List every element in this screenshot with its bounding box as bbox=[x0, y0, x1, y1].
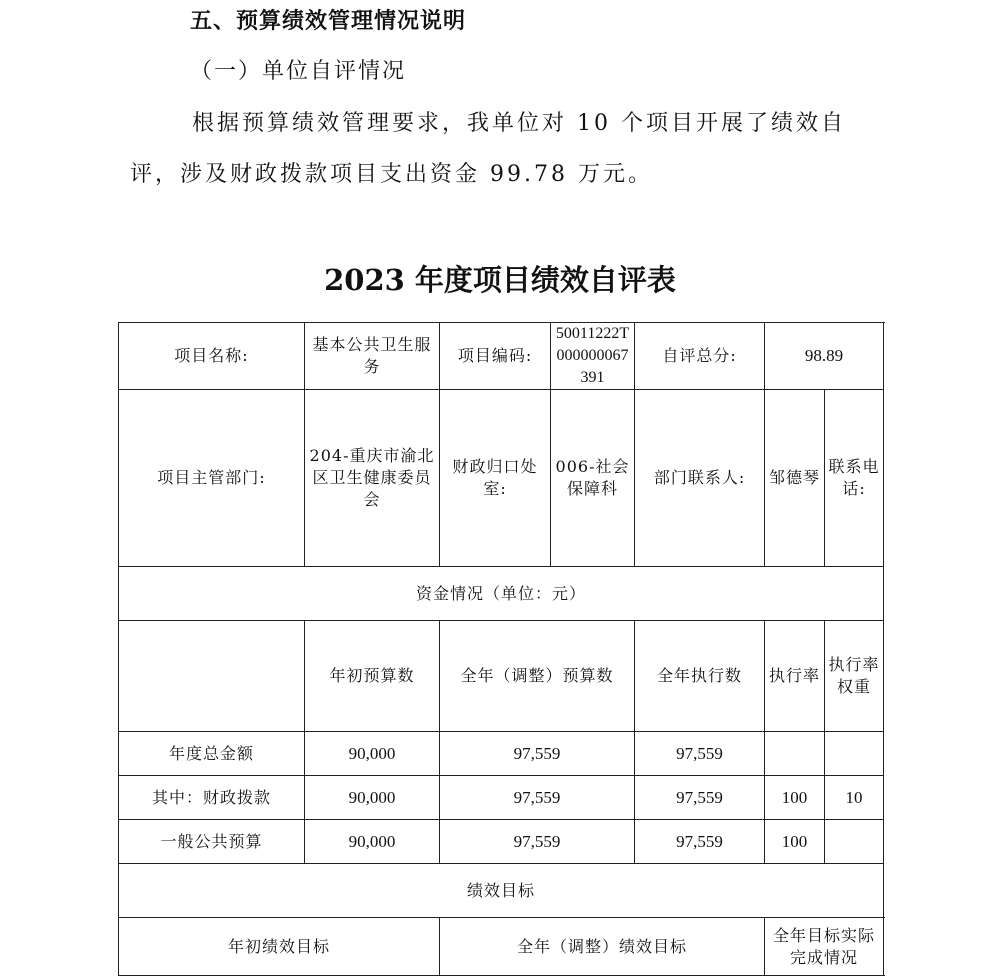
table-title: 2023 年度项目绩效自评表 bbox=[324, 263, 676, 297]
self-score-label: 自评总分: bbox=[635, 323, 765, 390]
table-row bbox=[119, 820, 884, 864]
row-initial: 90,000 bbox=[305, 732, 440, 776]
row-adjusted: 97,559 bbox=[440, 776, 635, 820]
self-score-value: 98.89 bbox=[765, 323, 884, 390]
row-adjusted: 97,559 bbox=[440, 732, 635, 776]
row-label: 其中：财政拨款 bbox=[119, 776, 305, 820]
table-row bbox=[119, 732, 884, 776]
project-name-value: 基本公共卫生服务 bbox=[305, 323, 440, 390]
row-label: 一般公共预算 bbox=[119, 820, 305, 864]
row-executed: 97,559 bbox=[635, 732, 765, 776]
funds-header-adjusted: 全年（调整）预算数 bbox=[440, 621, 635, 732]
summary-paragraph: 根据预算绩效管理要求，我单位对 10 个项目开展了绩效自评，涉及财政拨款项目支出资金 99.78 万元。 bbox=[130, 111, 846, 187]
contact-value: 邹德琴 bbox=[765, 390, 825, 567]
funds-header-initial: 年初预算数 bbox=[305, 621, 440, 732]
phone-label: 联系电话: bbox=[825, 390, 884, 567]
subsection-heading: （一）单位自评情况 bbox=[190, 59, 407, 84]
row-weight bbox=[825, 820, 884, 864]
row-executed: 97,559 bbox=[635, 820, 765, 864]
project-name-label: 项目名称: bbox=[119, 323, 305, 390]
perf-header-actual: 全年目标实际完成情况 bbox=[765, 918, 884, 976]
row-initial: 90,000 bbox=[305, 776, 440, 820]
row-label: 年度总金额 bbox=[119, 732, 305, 776]
performance-section-label: 绩效目标 bbox=[119, 864, 884, 918]
row-weight: 10 bbox=[825, 776, 884, 820]
row-rate: 100 bbox=[765, 820, 825, 864]
office-value: 006-社会保障科 bbox=[551, 390, 635, 567]
row-executed: 97,559 bbox=[635, 776, 765, 820]
table-row bbox=[119, 776, 884, 820]
perf-header-initial: 年初绩效目标 bbox=[119, 918, 440, 976]
perf-header-adjusted: 全年（调整）绩效目标 bbox=[440, 918, 765, 976]
project-code-label: 项目编码: bbox=[440, 323, 551, 390]
contact-label: 部门联系人: bbox=[635, 390, 765, 567]
row-initial: 90,000 bbox=[305, 820, 440, 864]
performance-evaluation-table bbox=[118, 322, 884, 976]
office-label: 财政归口处室: bbox=[440, 390, 551, 567]
funds-header-executed: 全年执行数 bbox=[635, 621, 765, 732]
row-rate: 100 bbox=[765, 776, 825, 820]
funds-header-weight: 执行率权重 bbox=[825, 621, 884, 732]
funds-header-empty bbox=[119, 621, 305, 732]
funds-header-rate: 执行率 bbox=[765, 621, 825, 732]
row-weight bbox=[825, 732, 884, 776]
project-code-value: 50011222T000000067391 bbox=[551, 323, 635, 390]
row-adjusted: 97,559 bbox=[440, 820, 635, 864]
dept-label: 项目主管部门: bbox=[119, 390, 305, 567]
dept-value: 204-重庆市渝北区卫生健康委员会 bbox=[305, 390, 440, 567]
funds-section-label: 资金情况（单位：元） bbox=[119, 567, 884, 621]
row-rate bbox=[765, 732, 825, 776]
section-heading: 五、预算绩效管理情况说明 bbox=[190, 9, 467, 34]
